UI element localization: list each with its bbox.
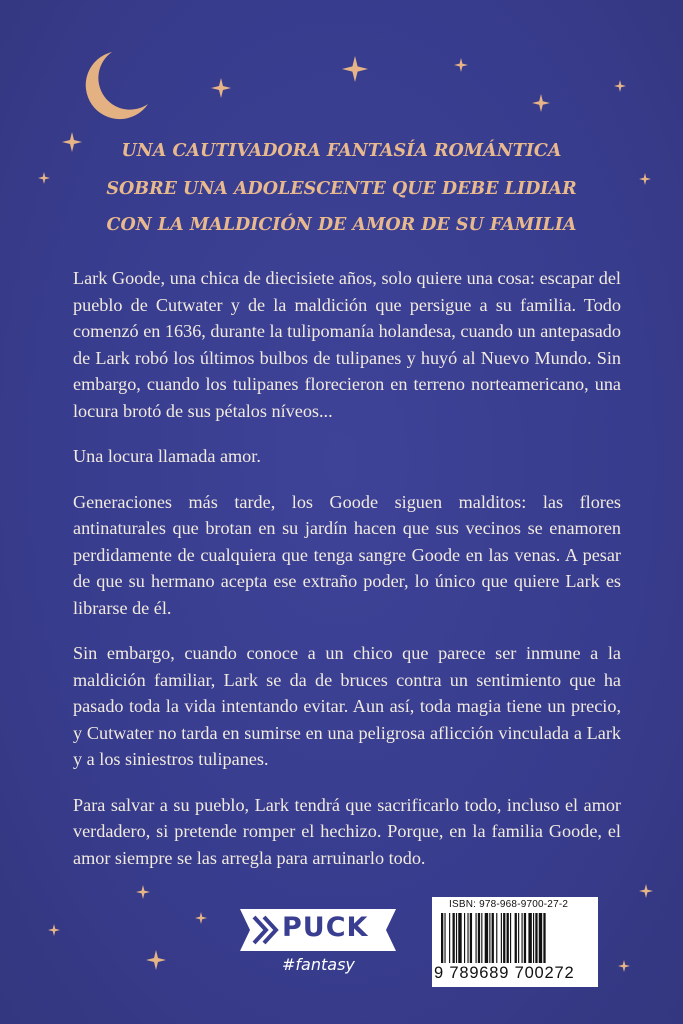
- barcode-bar: [464, 913, 465, 963]
- barcode-number: 9 789689 700272: [434, 964, 575, 982]
- barcode-bar: [444, 913, 445, 963]
- barcode-bar: [492, 913, 494, 963]
- tagline-line-1: UNA CAUTIVADORA FANTASÍA ROMÁNTICA: [121, 141, 562, 161]
- star-icon: [614, 80, 626, 92]
- tagline-line-2: SOBRE UNA ADOLESCENTE QUE DEBE LIDIAR: [106, 179, 577, 199]
- star-icon: [639, 884, 653, 898]
- paragraph: Generaciones más tarde, los Goode siguen malditos: las flores antinaturales que brotan en su jardín hacen que sus vecinos se enamoren perdidamente de cualquiera que tenga sangre Goode en las venas. A pesar de que su hermano acepta ese extraño poder, lo único que quiere Lark es librarse de él.: [73, 491, 621, 618]
- barcode-bar: [458, 913, 461, 963]
- star-icon: [195, 912, 207, 924]
- star-icon: [639, 173, 651, 185]
- barcode-bar: [456, 913, 457, 963]
- barcode-bar: [528, 913, 531, 963]
- barcode-bar: [478, 913, 480, 963]
- star-icon: [38, 172, 50, 184]
- barcode-bar: [524, 913, 526, 963]
- barcode-bar: [518, 913, 519, 963]
- paragraph: Lark Goode, una chica de diecisiete años, solo quiere una cosa: escapar del pueblo de Cutwater y de la maldición que persigue a su familia. Todo comenzó en 1636, durante la tulipomanía holandesa, cuando un antepasado de Lark robó los últimos bulbos de tulipanes y huyó al Nuevo Mundo. Sin embargo, cuando los tulipanes florecieron en terreno norteamericano, una locura brotó de sus pétalos níveos...: [73, 268, 621, 421]
- paragraph: Para salvar a su pueblo, Lark tendrá que sacrificarlo todo, incluso el amor verdadero, si pretende romper el hechizo. Porque, en la familia Goode, el amor siempre se las arregla para arruinarlo todo.: [73, 794, 621, 868]
- barcode: [439, 913, 591, 965]
- barcode-bar: [522, 913, 523, 963]
- barcode-bar: [507, 913, 509, 963]
- barcode-bar: [470, 913, 472, 963]
- isbn-label: ISBN: 978-968-9700-27-2: [449, 899, 569, 910]
- paragraph: Sin embargo, cuando conoce a un chico que parece ser inmune a la maldición familiar, Lark se da de bruces contra un sentimiento que ha pasado toda la vida intentando evitar. Aun así, toda magia tiene un precio, y Cutwater no tarda en sumirse en una peligrosa aflicción vinculada a Lark y a los siniestros tulipanes.: [73, 643, 621, 769]
- crescent-moon-icon: [74, 46, 154, 126]
- barcode-bar: [543, 913, 545, 963]
- tagline-line-3: CON LA MALDICIÓN DE AMOR DE SU FAMILIA: [106, 215, 577, 235]
- star-icon: [48, 924, 60, 936]
- barcode-bar: [485, 913, 488, 963]
- barcode-bar: [510, 913, 511, 963]
- star-icon: [532, 94, 550, 112]
- barcode-bar: [501, 913, 502, 963]
- publisher-name: PUCK: [282, 912, 369, 943]
- synopsis: [73, 265, 621, 890]
- star-icon: [342, 56, 368, 82]
- barcode-bar: [535, 913, 537, 963]
- star-icon: [454, 58, 468, 72]
- barcode-bar: [467, 913, 468, 963]
- barcode-bar: [515, 913, 517, 963]
- barcode-bar: [481, 913, 482, 963]
- paragraph: Una locura llamada amor.: [73, 446, 261, 466]
- barcode-bar: [503, 913, 505, 963]
- barcode-bar: [533, 913, 534, 963]
- star-icon: [618, 960, 630, 972]
- star-icon: [211, 78, 231, 98]
- star-icon: [146, 950, 166, 970]
- barcode-bar: [489, 913, 490, 963]
- publisher-hashtag: #fantasy: [282, 955, 355, 974]
- barcode-bar: [476, 913, 477, 963]
- barcode-bar: [449, 913, 450, 963]
- barcode-bar: [496, 913, 497, 963]
- barcode-bar: [441, 913, 443, 963]
- barcode-bar: [539, 913, 542, 963]
- barcode-bar: [453, 913, 455, 963]
